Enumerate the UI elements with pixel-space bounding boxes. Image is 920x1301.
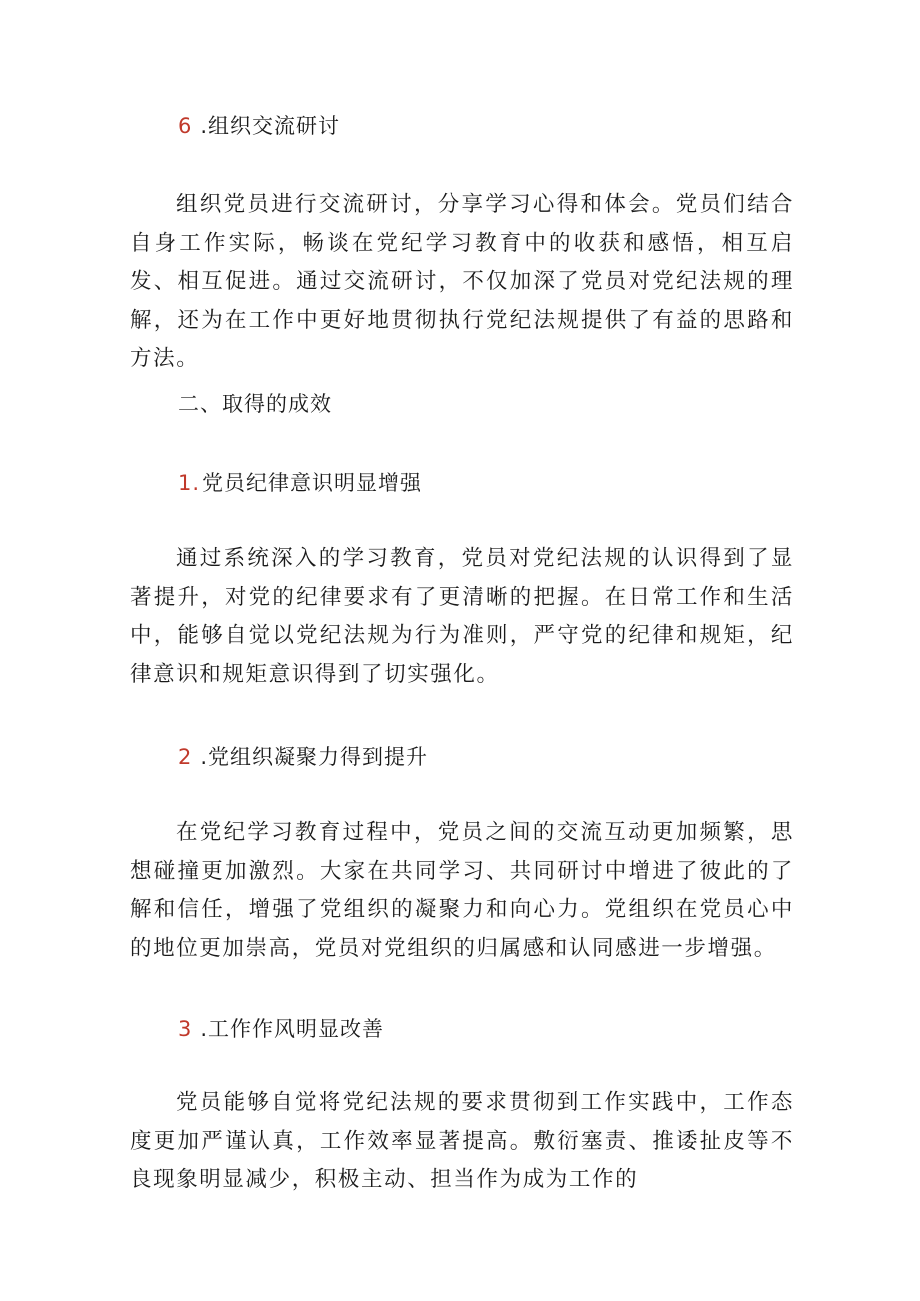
item-3-title: .工作作风明显改善 [200, 1017, 385, 1041]
part-2-title: 二、取得的成效 [178, 392, 332, 416]
item-2-number: 2 [178, 745, 193, 769]
part-2-heading [178, 390, 332, 418]
item-1-number: 1. [178, 471, 201, 495]
item-1-heading [178, 469, 422, 497]
section-6-title: .组织交流研讨 [200, 114, 341, 138]
item-2-body: 在党纪学习教育过程中，党员之间的交流互动更加频繁，思想碰撞更加激烈。大家在共同学习、共同研讨中增进了彼此的了解和信任，增强了党组织的凝聚力和向心力。党组织在党员心中的地位更加崇高，党员对党组织的归属感和认同感进一步增强。 [130, 820, 794, 961]
section-6-number: 6 [178, 114, 193, 138]
item-1-title: 党员纪律意识明显增强 [202, 471, 423, 495]
item-1-body: 通过系统深入的学习教育，党员对党纪法规的认识得到了显著提升，对党的纪律要求有了更清晰的把握。在日常工作和生活中，能够自觉以党纪法规为行为准则，严守党的纪律和规矩，纪律意识和规矩意识得到了切实强化。 [130, 546, 794, 687]
item-3-heading [178, 1015, 384, 1043]
item-2-heading [178, 743, 428, 771]
section-6-heading [178, 112, 340, 140]
item-3-number: 3 [178, 1017, 193, 1041]
item-2-title: .党组织凝聚力得到提升 [200, 745, 429, 769]
section-6-body: 组织党员进行交流研讨，分享学习心得和体会。党员们结合自身工作实际，畅谈在党纪学习教育中的收获和感悟，相互启发、相互促进。通过交流研讨，不仅加深了党员对党纪法规的理解，还为在工作中更好地贯彻执行党纪法规提供了有益的思路和方法。 [130, 192, 794, 372]
item-3-body: 党员能够自觉将党纪法规的要求贯彻到工作实践中，工作态度更加严谨认真，工作效率显著提高。敷衍塞责、推诿扯皮等不良现象明显减少，积极主动、担当作为成为工作的 [130, 1090, 794, 1193]
